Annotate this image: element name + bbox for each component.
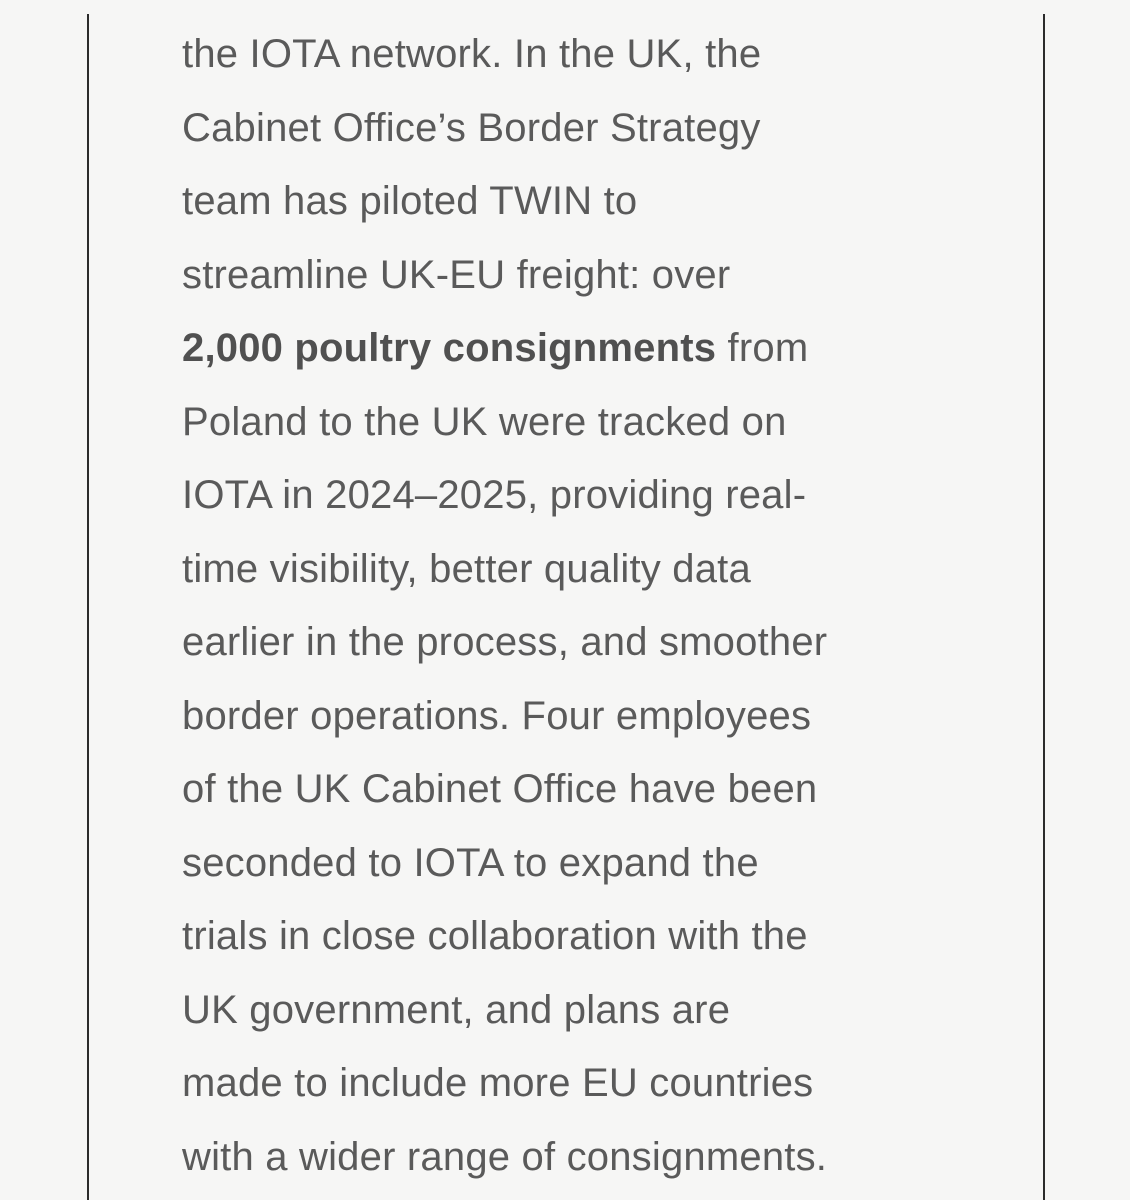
highlight-suffix: from bbox=[716, 326, 809, 370]
paragraph-line: Cabinet Office’s Border Strategy bbox=[182, 105, 761, 150]
paragraph-line: time visibility, better quality data bbox=[182, 546, 751, 591]
paragraph-line: team has piloted TWIN to bbox=[182, 179, 638, 223]
paragraph-line: border operations. Four employees bbox=[182, 693, 812, 738]
paragraph-line: earlier in the process, and smoother bbox=[182, 620, 828, 664]
highlight-text: 2,000 poultry consignments bbox=[182, 326, 717, 370]
paragraph-line: trials in close collaboration with the bbox=[182, 914, 808, 958]
paragraph-line: streamline UK-EU freight: over bbox=[182, 252, 731, 297]
paragraph-line: the IOTA network. In the UK, the bbox=[182, 32, 762, 76]
paragraph-line: with a wider range of consignments. bbox=[182, 1134, 828, 1179]
paragraph-line: Poland to the UK were tracked on bbox=[182, 399, 787, 444]
paragraph-line: made to include more EU countries bbox=[182, 1061, 814, 1105]
article-frame bbox=[87, 14, 1045, 1200]
paragraph-line-highlight bbox=[182, 312, 967, 386]
paragraph-line: IOTA in 2024–2025, providing real- bbox=[182, 473, 807, 517]
paragraph-line: of the UK Cabinet Office have been bbox=[182, 767, 818, 811]
article-paragraph bbox=[182, 18, 967, 1194]
paragraph-line: UK government, and plans are bbox=[182, 987, 731, 1032]
paragraph-line: seconded to IOTA to expand the bbox=[182, 840, 759, 885]
